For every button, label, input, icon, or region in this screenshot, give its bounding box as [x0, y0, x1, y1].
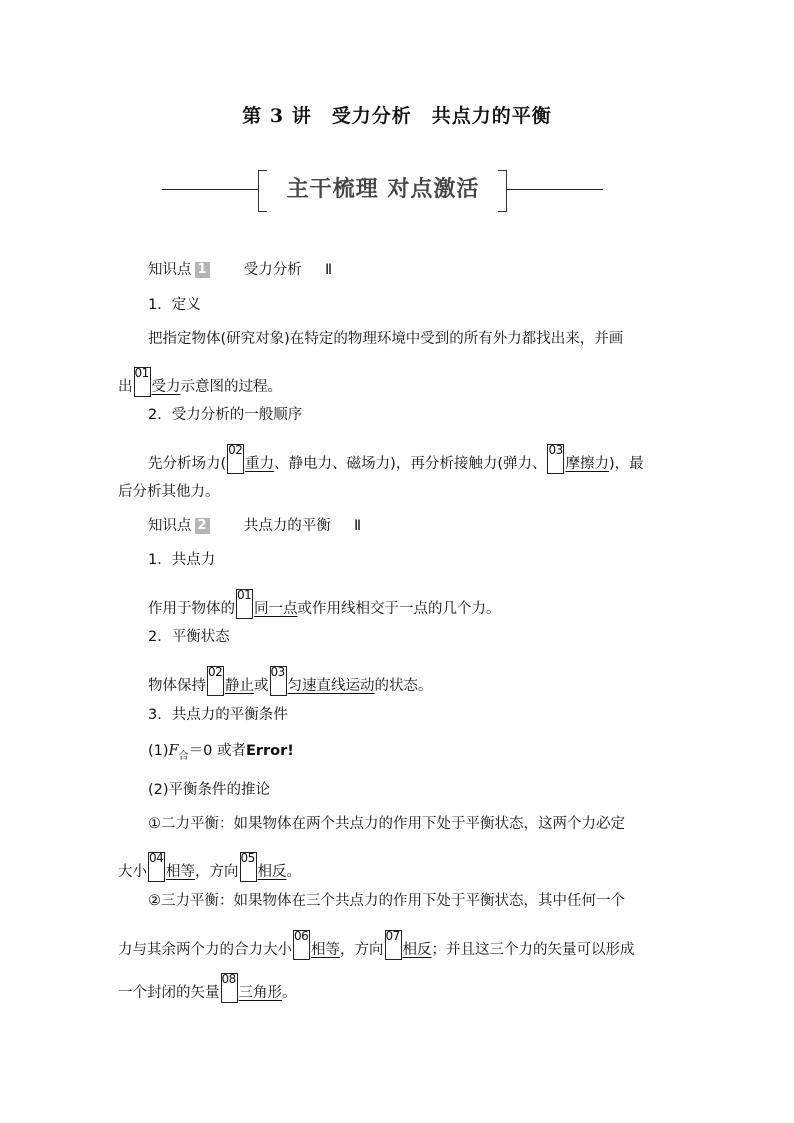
answer-blank: 01 — [236, 589, 253, 619]
section-heading: 3．共点力的平衡条件 — [148, 707, 288, 723]
knowledge-point-1 — [148, 260, 332, 280]
banner-bracket-right — [498, 170, 507, 212]
section-heading: 1．定义 — [148, 297, 201, 313]
answer-text: 摩擦力 — [565, 456, 609, 472]
paragraph-text: 先分析场力( 02 重力、静电力、磁场力)，再分析接触力(弹力、 03 摩擦力)，最 — [148, 443, 644, 472]
answer-blank: 07 — [385, 930, 402, 960]
answer-blank: 03 — [547, 444, 564, 474]
answer-blank: 01 — [134, 367, 151, 397]
banner-bracket-left — [258, 170, 267, 212]
section-heading: 1．共点力 — [148, 552, 216, 568]
force-subscript: 合 — [178, 751, 189, 762]
page-title: 第 3 讲 受力分析 共点力的平衡 — [242, 105, 552, 127]
banner-rule-left — [162, 189, 258, 190]
answer-blank: 02 — [207, 666, 224, 696]
kp-level: Ⅱ — [353, 518, 362, 534]
answer-blank: 03 — [270, 666, 287, 696]
kp-name: 受力分析 — [243, 262, 302, 278]
answer-blank: 05 — [240, 852, 257, 882]
paragraph-text: 力与其余两个力的合力大小 06 相等，方向 07 相反；并且这三个力的矢量可以形成 — [118, 929, 635, 958]
kp-number-badge: 2 — [195, 518, 210, 534]
answer-text: 重力 — [245, 456, 275, 472]
section-heading: 2．平衡状态 — [148, 629, 230, 645]
kp-label: 知识点 — [148, 262, 192, 278]
answer-text: 受力 — [151, 379, 181, 395]
force-symbol: F — [168, 743, 179, 759]
section-banner: 主干梳理 对点激活 — [286, 176, 480, 202]
answer-text: 相等 — [166, 864, 195, 880]
banner-rule-right — [507, 189, 603, 190]
answer-text: 相反 — [402, 942, 432, 958]
answer-text: 三角形 — [238, 985, 282, 1001]
answer-text: 相等 — [311, 942, 340, 958]
paragraph-text: 把指定物体(研究对象)在特定的物理环境中受到的所有外力都找出来，并画 — [148, 331, 624, 347]
paragraph-text: 一个封闭的矢量 08 三角形。 — [118, 972, 297, 1001]
answer-text: 静止 — [225, 678, 254, 694]
paragraph-text: (2)平衡条件的推论 — [148, 782, 271, 798]
section-heading: 2．受力分析的一般顺序 — [148, 407, 303, 423]
answer-text: 同一点 — [254, 601, 298, 617]
paragraph-text: ②三力平衡：如果物体在三个共点力的作用下处于平衡状态，其中任何一个 — [148, 893, 625, 909]
equilibrium-condition-1: $(1)F_合=0$ 或者Error! — [148, 743, 294, 762]
paragraph-text: 出 01 受力示意图的过程。 — [118, 366, 282, 395]
paragraph-text: 物体保持 02 静止或 03 匀速直线运动的状态。 — [148, 665, 433, 694]
answer-blank: 04 — [148, 852, 165, 882]
kp-name: 共点力的平衡 — [243, 518, 331, 534]
answer-blank: 08 — [221, 973, 238, 1003]
answer-text: 相反 — [257, 864, 287, 880]
answer-blank: 02 — [227, 444, 244, 474]
kp-number-badge: 1 — [195, 262, 210, 278]
error-text: Error! — [245, 743, 294, 759]
kp-level: Ⅱ — [324, 262, 333, 278]
paragraph-text: 作用于物体的 01 同一点或作用线相交于一点的几个力。 — [148, 588, 501, 617]
answer-text: 匀速直线运动 — [287, 678, 375, 694]
paragraph-text: ①二力平衡：如果物体在两个共点力的作用下处于平衡状态，这两个力必定 — [148, 816, 625, 832]
paragraph-text: 大小 04 相等，方向 05 相反。 — [118, 851, 301, 880]
knowledge-point-2 — [148, 516, 361, 536]
paragraph-text: 后分析其他力。 — [118, 484, 220, 500]
answer-blank: 06 — [293, 930, 310, 960]
kp-label: 知识点 — [148, 518, 192, 534]
